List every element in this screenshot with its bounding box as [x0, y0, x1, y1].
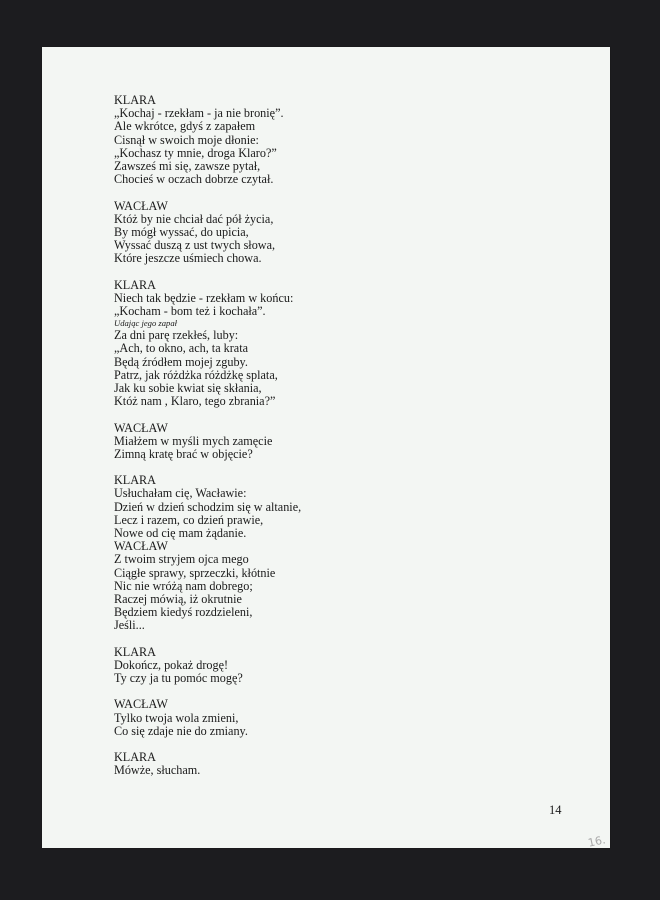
- speaker-name: WACŁAW: [114, 420, 168, 435]
- verse-line: Jeśli...: [114, 618, 145, 633]
- verse-line: Jak ku sobie kwiat się skłania,: [114, 380, 262, 395]
- speaker-name: KLARA: [114, 644, 156, 659]
- verse-line: Któż by nie chciał dać pół życia,: [114, 211, 274, 226]
- verse-line: Usłuchałam cię, Wacławie:: [114, 486, 247, 501]
- verse-line: Co się zdaje nie do zmiany.: [114, 723, 248, 738]
- verse-line: Miałżem w myśli mych zamęcie: [114, 433, 273, 448]
- verse-line: Mówże, słucham.: [114, 763, 201, 778]
- verse-line: By mógł wyssać, do upicia,: [114, 224, 249, 239]
- verse-line: Dokończ, pokaż drogę!: [114, 657, 229, 672]
- blank-line: [114, 265, 301, 278]
- document-page: [42, 47, 610, 848]
- verse-line: „Kochasz ty mnie, droga Klaro?”: [114, 145, 277, 160]
- verse-line: „Ach, to okno, ach, ta krata: [114, 341, 249, 356]
- blank-line: [114, 408, 301, 421]
- verse-line: Nowe od cię mam żądanie.: [114, 526, 247, 540]
- speaker-name: KLARA: [114, 277, 156, 292]
- speaker-name: KLARA: [114, 473, 156, 488]
- speaker-name: WACŁAW: [114, 198, 168, 213]
- verse-line: Wyssać duszą z ust twych słowa,: [114, 238, 276, 253]
- speaker-name: WACŁAW: [114, 539, 168, 554]
- verse-line: Chocieś w oczach dobrze czytał.: [114, 172, 274, 187]
- stage-direction: Udając jego zapał: [114, 318, 178, 329]
- speaker-name: WACŁAW: [114, 697, 168, 712]
- verse-line: Lecz i razem, co dzień prawie,: [114, 512, 264, 527]
- verse-line: Niech tak będzie - rzekłam w końcu:: [114, 290, 294, 305]
- verse-line: Za dni parę rzekłeś, luby:: [114, 328, 239, 343]
- verse-line: Będziem kiedyś rozdzieleni,: [114, 605, 253, 620]
- verse-line: Ale wkrótce, gdyś z zapałem: [114, 119, 256, 134]
- verse-text-block: [114, 94, 301, 778]
- verse-line: Zimną kratę brać w objęcie?: [114, 446, 253, 461]
- handwritten-page-mark: 16.: [586, 833, 607, 850]
- verse-line: Zawsześ mi się, zawsze pytał,: [114, 158, 261, 173]
- page-number: 14: [549, 803, 562, 817]
- verse-line: Dzień w dzień schodzim się w altanie,: [114, 499, 302, 514]
- verse-line: Tylko twoja wola zmieni,: [114, 710, 239, 725]
- verse-line: Ciągłe sprawy, sprzeczki, kłótnie: [114, 565, 276, 580]
- verse-line: Cisnął w swoich moje dłonie:: [114, 132, 259, 147]
- verse-line: Z twoim stryjem ojca mego: [114, 552, 249, 567]
- verse-line: Któż nam , Klaro, tego zbrania?”: [114, 394, 276, 409]
- verse-line: Patrz, jak różdżka różdżkę splata,: [114, 367, 278, 382]
- verse-line: Będą źródłem mojej zguby.: [114, 354, 248, 369]
- verse-line: Raczej mówią, iż okrutnie: [114, 591, 242, 606]
- blank-line: [114, 633, 301, 646]
- verse-line: „Kochaj - rzekłam - ja nie bronię”.: [114, 106, 284, 121]
- speaker-name: KLARA: [114, 93, 156, 107]
- speaker-name: KLARA: [114, 750, 156, 765]
- verse-line: Które jeszcze uśmiech chowa.: [114, 251, 262, 266]
- blank-line: [114, 186, 301, 199]
- verse-line: Ty czy ja tu pomóc mogę?: [114, 671, 243, 686]
- verse-line: „Kocham - bom też i kochała”.: [114, 304, 266, 318]
- verse-line: Nic nie wróżą nam dobrego;: [114, 578, 253, 593]
